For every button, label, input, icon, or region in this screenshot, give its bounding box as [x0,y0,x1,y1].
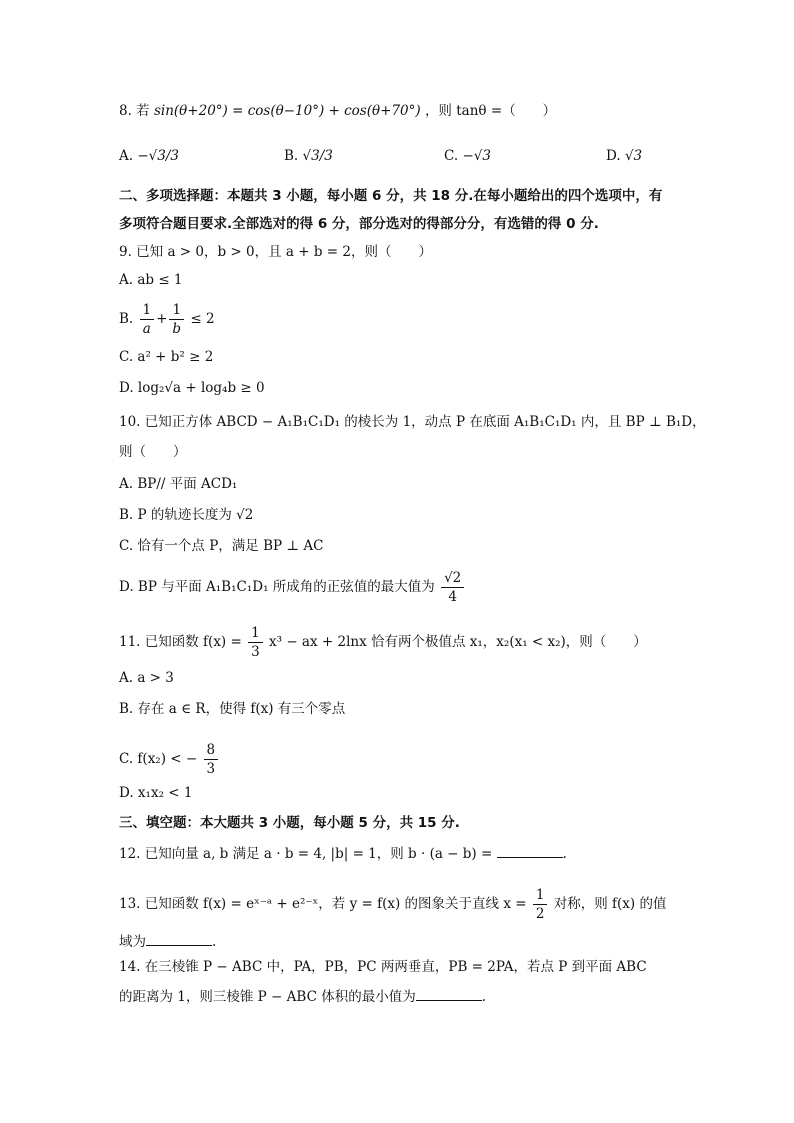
answer-blank-12[interactable] [497,843,563,858]
question-11-option-c: C. f(x₂) < − $\frac{8}{3}$ [119,741,220,778]
question-14-stem: 14. 在三棱锥 P − ABC 中，PA，PB，PC 两两垂直，PB = 2PA，若点 P 到平面 ABC [119,959,647,975]
question-13-stem-cont: 域为 . [119,931,216,952]
question-10-option-c: C. 恰有一个点 P，满足 BP ⊥ AC [119,538,324,554]
question-8-option-d: D. √3 [606,148,643,164]
question-11-stem: 11. 已知函数 f(x) = $\frac{1}{3}$ x³ − ax + 2lnx 恰有两个极值点 x₁，x₂(x₁ < x₂)，则（ ） [119,625,647,660]
section-2-instructions: 多项符合题目要求.全部选对的得 6 分，部分选对的得部分分，有选错的得 0 分. [119,216,599,232]
question-10-option-b: B. P 的轨迹长度为 √2 [119,507,254,523]
question-8-tail: ，则 tanθ =（ ） [424,103,557,119]
option-d-value: √3 [624,148,643,164]
fraction-1-over-3: $\frac{1}{3}$ [248,624,263,661]
question-8-option-b: B. √3/3 [284,148,333,164]
question-9-option-a: A. ab ≤ 1 [119,272,183,288]
question-11-option-b: B. 存在 a ∈ R，使得 f(x) 有三个零点 [119,701,346,717]
question-8-equation: sin(θ+20°) = cos(θ−10°) + cos(θ+70°) [153,103,421,119]
question-12-stem: 12. 已知向量 a, b 满足 a · b = 4, |b| = 1，则 b · (a − b) = . [119,843,567,864]
question-9-option-d: D. log₂√a + log₄b ≥ 0 [119,380,265,396]
question-11-option-a: A. a > 3 [119,670,174,686]
fraction-1-over-a: $\frac{1}{a}$ [140,301,155,338]
answer-blank-13[interactable] [146,931,212,946]
option-a-value: −√3/3 [137,148,179,164]
fraction-1-over-b: $\frac{1}{b}$ [169,301,184,338]
section-3-heading: 三、填空题：本大题共 3 小题，每小题 5 分，共 15 分. [119,815,460,831]
question-10-option-d: D. BP 与平面 A₁B₁C₁D₁ 所成角的正弦值的最大值为 $\frac{√2}{4}$ [119,569,466,606]
question-8-stem [119,101,556,121]
answer-blank-14[interactable] [416,986,482,1001]
question-8-option-c: C. −√3 [444,148,491,164]
question-10-stem-cont: 则（ ） [119,444,187,460]
question-9-stem: 9. 已知 a > 0，b > 0，且 a + b = 2，则（ ） [119,244,432,260]
option-c-value: −√3 [462,148,491,164]
fraction-8-over-3: $\frac{8}{3}$ [204,741,219,778]
question-8-option-a: A. −√3/3 [119,148,179,164]
section-2-heading: 二、多项选择题：本题共 3 小题，每小题 6 分，共 18 分.在每小题给出的四个选项中，有 [119,188,663,204]
question-13-stem: 13. 已知函数 f(x) = eˣ⁻ᵃ + e²⁻ˣ，若 y = f(x) 的图象关于直线 x = $\frac{1}{2}$ 对称，则 f(x) 的值 [119,887,667,922]
fraction-sqrt2-over-4: $\frac{√2}{4}$ [441,569,464,606]
question-9-option-b: B. $\frac{1}{a}$ + $\frac{1}{b}$ ≤ 2 [119,302,215,337]
fraction-1-over-2: $\frac{1}{2}$ [533,886,548,923]
question-9-option-c: C. a² + b² ≥ 2 [119,349,214,365]
question-11-option-d: D. x₁x₂ < 1 [119,785,193,801]
question-8-label: 8. 若 [119,103,150,119]
question-14-stem-cont: 的距离为 1，则三棱锥 P − ABC 体积的最小值为 . [119,986,486,1007]
question-10-stem: 10. 已知正方体 ABCD − A₁B₁C₁D₁ 的棱长为 1，动点 P 在底面 A₁B₁C₁D₁ 内，且 BP ⊥ B₁D， [119,414,706,430]
option-b-value: √3/3 [302,148,333,164]
question-10-option-a: A. BP// 平面 ACD₁ [119,476,238,492]
